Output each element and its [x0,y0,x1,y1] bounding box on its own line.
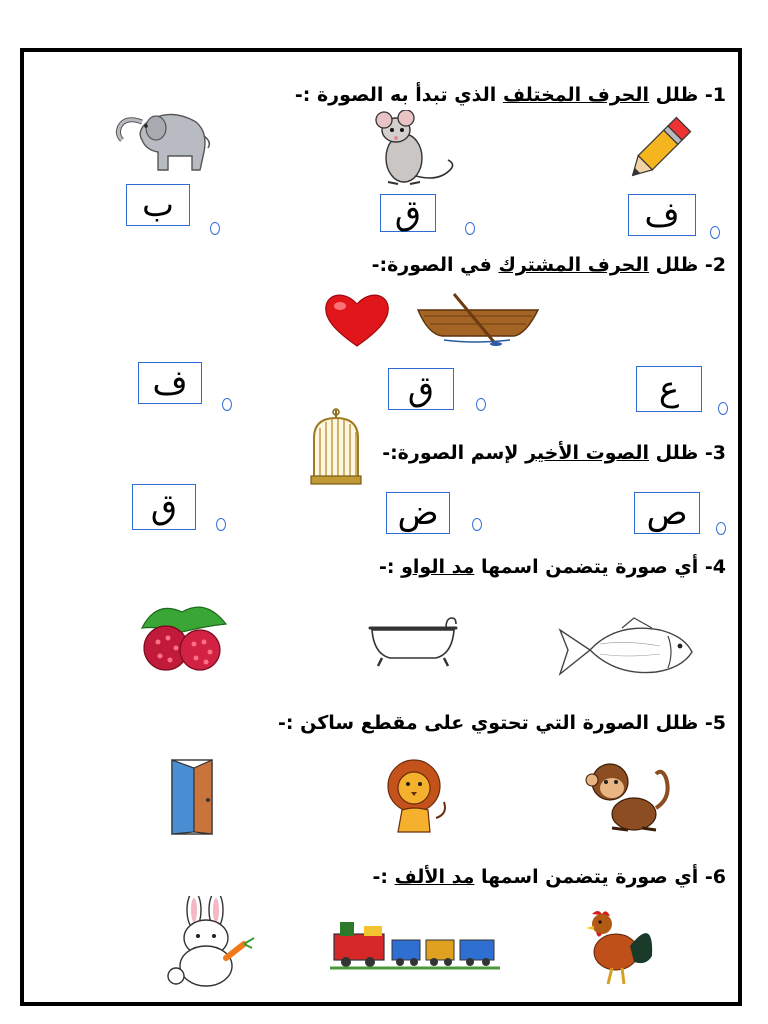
underlined-keyword: الصوت الأخير [525,442,649,464]
letter-option-2-2[interactable]: ق [388,368,454,410]
letter-option-3-2[interactable]: ض [386,492,450,534]
question-number: 3- [704,442,726,464]
letter-option-1-2[interactable]: ق [380,194,436,232]
question-6: 6- أي صورة يتضمن اسمها مد الألف :- [372,866,726,888]
question-5: 5- ظلل الصورة التي تحتوي على مقطع ساكن :- [278,712,726,734]
radio-1-1[interactable] [710,226,720,239]
question-number: 2- [704,254,726,276]
underlined-keyword: مد الواو [401,556,475,578]
train-icon [330,914,500,970]
radio-2-3[interactable] [222,398,232,411]
underlined-keyword: الحرف المختلف [502,84,649,106]
radio-3-3[interactable] [216,518,226,531]
question-number: 1- [704,84,726,106]
letter-option-2-3[interactable]: ف [138,362,202,404]
letter-option-1-1[interactable]: ف [628,194,696,236]
radio-2-1[interactable] [718,402,728,415]
question-1: 1- ظلل الحرف المختلف الذي تبدأ به الصورة :- [294,84,726,106]
monkey-icon [582,758,672,838]
radio-1-3[interactable] [210,222,220,235]
raspberry-icon [136,598,230,674]
rabbit-icon [154,896,258,990]
radio-3-1[interactable] [716,522,726,535]
elephant-icon [112,100,212,174]
door-icon [168,756,220,836]
underlined-keyword: مد الألف [394,866,475,888]
question-number: 4- [704,556,726,578]
boat-icon [414,290,542,346]
question-number: 6- [704,866,726,888]
rooster-icon [572,906,656,990]
pencil-icon [620,112,696,188]
letter-option-3-3[interactable]: ق [132,484,196,530]
question-number: 5- [704,712,726,734]
radio-3-2[interactable] [472,518,482,531]
heart-icon [322,290,392,348]
letter-option-2-1[interactable]: ع [636,366,702,412]
mouse-icon [358,110,458,190]
radio-1-2[interactable] [465,222,475,235]
radio-2-2[interactable] [476,398,486,411]
underlined-keyword: الحرف المشترك [498,254,649,276]
letter-option-1-3[interactable]: ب [126,184,190,226]
letter-option-3-1[interactable]: ص [634,492,700,534]
birdcage-icon [306,408,366,488]
bathtub-icon [366,614,460,670]
question-3: 3- ظلل الصوت الأخير لإسم الصورة:- [382,442,726,464]
lion-icon [378,758,452,836]
question-4: 4- أي صورة يتضمن اسمها مد الواو :- [379,556,726,578]
question-2: 2- ظلل الحرف المشترك في الصورة:- [371,254,726,276]
fish-icon [556,614,696,686]
